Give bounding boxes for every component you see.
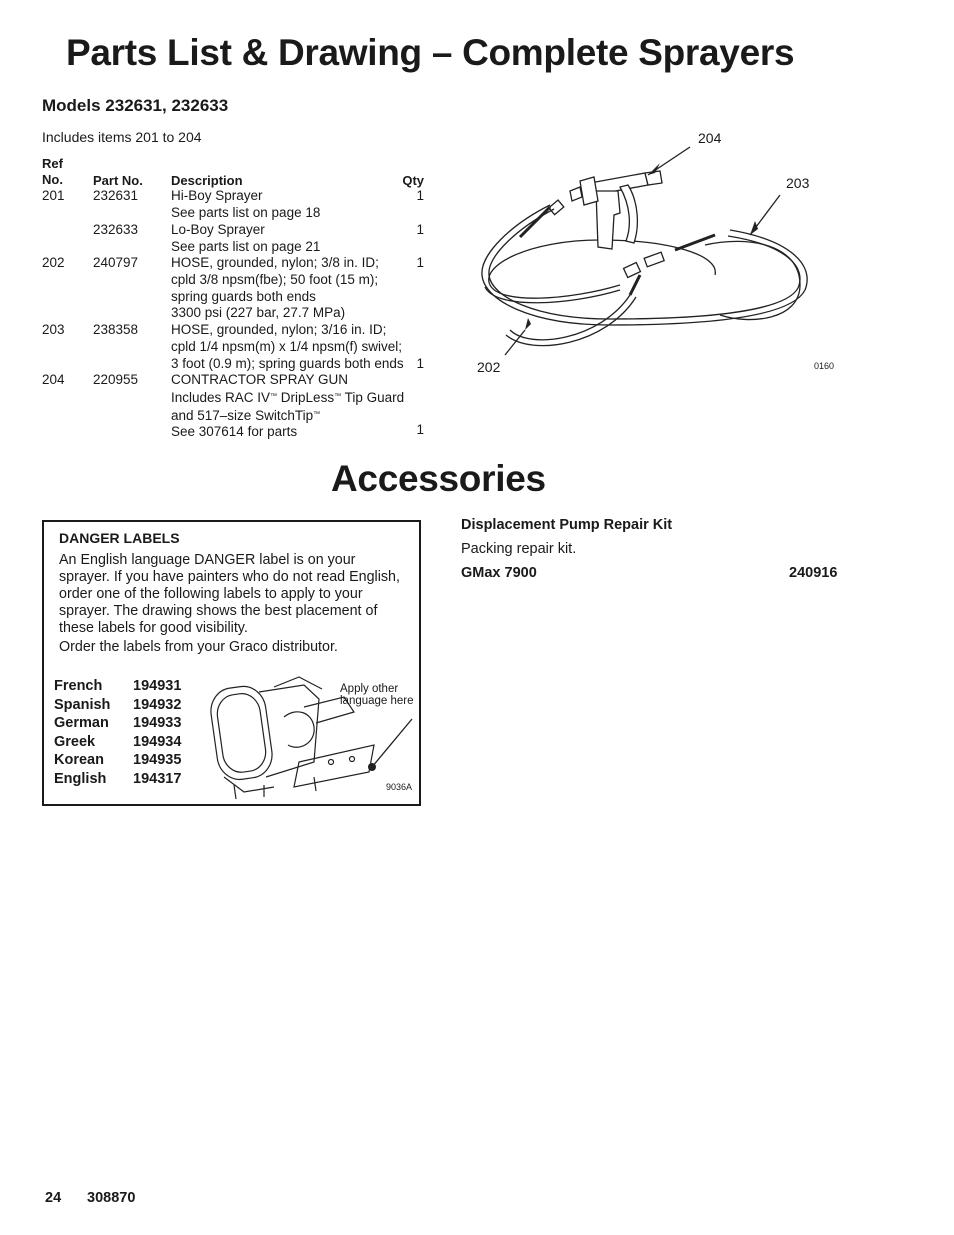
row-description: CONTRACTOR SPRAY GUN Includes RAC IV™ DripLess™ Tip Guard and 517–size SwitchTip™ See 307614 for parts <box>171 372 405 440</box>
parts-table <box>42 156 424 442</box>
row-ref: 202 <box>42 255 65 270</box>
header-description: Description <box>171 173 243 188</box>
danger-labels-box <box>42 520 421 806</box>
repair-kit-model: GMax 7900 <box>461 565 537 581</box>
header-qty: Qty <box>402 173 424 188</box>
table-row <box>42 322 424 372</box>
list-item: Korean 194935 <box>54 752 182 769</box>
row-qty: 1 <box>416 255 424 270</box>
includes-text: Includes items 201 to 204 <box>42 129 202 145</box>
danger-labels-title: DANGER LABELS <box>59 530 180 546</box>
label-placement-drawing <box>204 667 419 802</box>
row-description: HOSE, grounded, nylon; 3/8 in. ID; cpld 3/8 npsm(fbe); 50 foot (15 m); spring guards both ends 3300 psi (227 bar, 27.7 MPa) <box>171 255 379 321</box>
row-part-no: 232631 <box>93 188 139 203</box>
language-label-list <box>54 677 189 789</box>
repair-kit-title: Displacement Pump Repair Kit <box>461 517 673 533</box>
row-description: Hi-Boy Sprayer See parts list on page 18 <box>171 188 321 220</box>
row-qty: 1 <box>416 356 424 371</box>
danger-labels-text: An English language DANGER label is on your sprayer. If you have painters who do not read English, order one of the following labels to apply to your sprayer. The drawing shows the best placement of these labels for good visibility. <box>59 552 400 636</box>
row-part-no: 220955 <box>93 372 139 387</box>
list-item: French 194931 <box>54 678 182 694</box>
table-row <box>42 188 424 222</box>
parts-drawing <box>470 125 840 380</box>
accessories-title: Accessories <box>331 458 546 499</box>
danger-labels-order-text: Order the labels from your Graco distributor. <box>59 639 338 655</box>
sprayer-hose-drawing <box>470 125 840 380</box>
header-part-no: Part No. <box>93 173 143 188</box>
list-item: English 194317 <box>54 770 182 787</box>
row-qty: 1 <box>416 188 424 203</box>
row-qty: 1 <box>416 422 424 437</box>
repair-kit-part-no: 240916 <box>789 565 838 581</box>
row-ref: 204 <box>42 372 65 387</box>
list-item: Greek 194934 <box>54 733 182 750</box>
row-part-no: 238358 <box>93 322 139 337</box>
list-item: Spanish 194932 <box>54 696 182 713</box>
parts-table-header <box>42 156 424 190</box>
row-part-no: 232633 <box>93 222 139 237</box>
callout-203: 203 <box>786 175 810 191</box>
row-qty: 1 <box>416 222 424 237</box>
models-heading: Models 232631, 232633 <box>42 96 229 115</box>
figure-number: 0160 <box>814 361 835 371</box>
row-description: Lo-Boy Sprayer See parts list on page 21 <box>171 222 321 254</box>
row-part-no: 240797 <box>93 255 139 270</box>
header-ref: Ref No. <box>42 156 63 187</box>
callout-204: 204 <box>698 130 722 146</box>
row-ref: 203 <box>42 322 65 337</box>
repair-kit-description: Packing repair kit. <box>461 541 577 557</box>
row-ref: 201 <box>42 188 65 203</box>
table-row <box>42 372 424 440</box>
list-item: German 194933 <box>54 715 182 732</box>
page-title: Parts List & Drawing – Complete Sprayers <box>66 32 795 73</box>
row-description: HOSE, grounded, nylon; 3/16 in. ID; cpld 1/4 npsm(m) x 1/4 npsm(f) swivel; 3 foot (0.9 m); spring guards both ends <box>171 322 404 371</box>
figure-number: 9036A <box>386 782 413 792</box>
document-number: 308870 <box>87 1190 136 1206</box>
table-row <box>42 222 424 255</box>
table-row <box>42 255 424 322</box>
apply-label-note: Apply other language here <box>340 683 414 707</box>
callout-202: 202 <box>477 359 501 375</box>
page-number: 24 <box>45 1190 62 1206</box>
